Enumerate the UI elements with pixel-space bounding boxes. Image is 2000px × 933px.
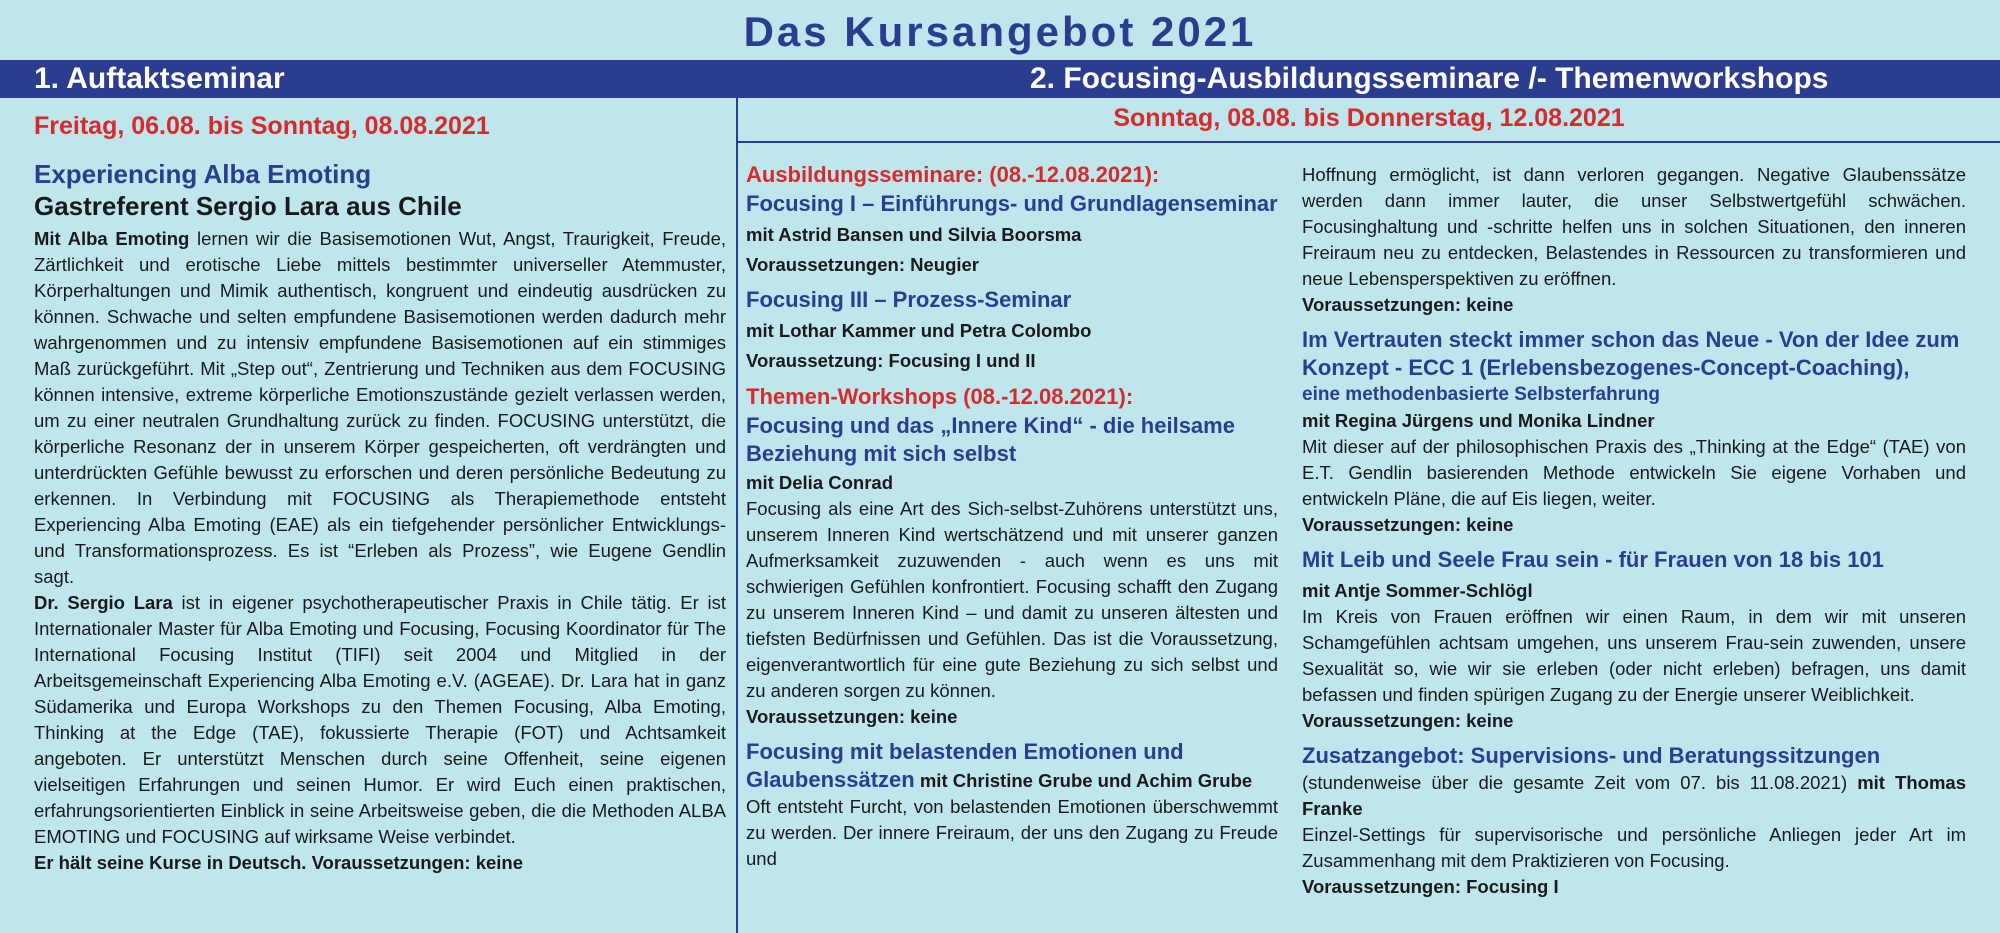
zusatz-trainer: mit Thomas Franke xyxy=(1302,772,1966,819)
lara-text: ist in eigener psychotherapeutischer Praxis in Chile tätig. Er ist Internationaler Master für Alba Emoting und Focusing, Focusing Koordinator für The International Focusing Institut (TIFI) seit 2004 und Mitglied in der Arbeitsgemeinschaft Experiencing Alba Emoting e.V. (AGEAE). Dr. Lara hat in ganz Südamerika und Europa Workshops zu den Themen Focusing, Alba Emoting, Thinking at the Edge (TAE), fokussierte Therapie (FOT) und Achtsamkeit angeboten. Er unterstützt Menschen durch seine Offenheit, seine eigenen vielseitigen Erfahrungen und seinen Humor. Er wird Euch einen praktischen, erfahrungsorientierten Einblick in seine Arbeitsweise geben, die die Methoden ALBA EMOTING und FOCUSING auf wirksame Weise verbindet. xyxy=(34,592,727,847)
innerkind-requirements: Voraussetzungen: keine xyxy=(746,706,958,727)
innerkind-text: Focusing als eine Art des Sich-selbst-Zuhörens unterstützt uns, unserem Inneren Kind wertschätzend und mit unserer ganzen Aufmerksamkeit zuzuwenden - auch wenn es uns mit schwierigen Gefühlen konfrontiert. Focusing schafft den Zugang zu unserem Inneren Kind – und damit zu unseren ältesten und tiefsten Bedürfnissen und Gefühlen. Das ist die Voraussetzung, eigenverantwortlich für eine gute Beziehung zu sich selbst und zu anderen sorgen zu können. xyxy=(746,498,1278,701)
date-divider xyxy=(738,141,2000,143)
belastend-heading xyxy=(746,738,1278,794)
page-title: Das Kursangebot 2021 xyxy=(743,8,1257,55)
zusatz-text: Einzel-Settings für supervisorische und persönliche Anliegen jeder Art im Zusammenhang mit dem Praktizieren von Focusing. xyxy=(1302,824,1966,871)
guest-speaker-heading: Gastreferent Sergio Lara aus Chile xyxy=(34,191,462,221)
course-title-alba: Experiencing Alba Emoting xyxy=(34,159,372,189)
focusing1-title: Focusing I – Einführungs- und Grundlagenseminar xyxy=(746,191,1278,216)
alba-description xyxy=(34,226,726,590)
vertrauten-trainers: mit Regina Jürgens und Monika Lindner xyxy=(1302,410,1655,431)
auftakt-date: Freitag, 06.08. bis Sonntag, 08.08.2021 xyxy=(34,112,490,140)
lara-name: Dr. Sergio Lara xyxy=(34,592,173,613)
belastend-text-continued: Hoffnung ermöglicht, ist dann verloren gegangen. Negative Glaubenssätze werden dann immer lauter, die unser Selbstwertgefühl schwächen. Focusinghaltung und -schritte helfen uns in solchen Situationen, den inneren Freiraum neu zu entdecken, Belastendes in Ressourcen zu transformieren und neue Lebensperspektiven zu eröffnen. xyxy=(1302,164,1966,289)
belastend-requirements: Voraussetzungen: keine xyxy=(1302,294,1514,315)
section-1-heading: 1. Auftaktseminar xyxy=(34,62,285,95)
leib-trainer: mit Antje Sommer-Schlögl xyxy=(1302,580,1533,601)
innerkind-trainer: mit Delia Conrad xyxy=(746,472,893,493)
section-2-heading: 2. Focusing-Ausbildungsseminare /- Themenworkshops xyxy=(1030,62,1829,95)
auftakt-column xyxy=(34,158,726,876)
leib-requirements: Voraussetzungen: keine xyxy=(1302,710,1514,731)
leib-title: Mit Leib und Seele Frau sein - für Frauen von 18 bis 101 xyxy=(1302,547,1884,572)
vertrauten-requirements: Voraussetzungen: keine xyxy=(1302,514,1514,535)
zusatz-requirements: Voraussetzungen: Focusing I xyxy=(1302,876,1559,897)
closing-note: Er hält seine Kurse in Deutsch. Voraussetzungen: keine xyxy=(34,852,524,873)
alba-text: lernen wir die Basisemotionen Wut, Angst, Traurigkeit, Freude, Zärtlichkeit und erotische Liebe mittels bestimmter universeller Atemmuster, Körperhaltungen und Mimik authentisch, kongruent und eindeutig ausdrücken zu können. Schwache und selten empfundene Basisemotionen werden dadurch mehr wahrgenommen und zu intensiv empfundene Basisemotionen auf ein stimmiges Maß zurückgeführt. Mit „Step out“, Zentrierung und Techniken aus dem FOCUSING können intensive, extreme körperliche Emotionszustände gezielt verlassen werden, um zu einer neutralen Grundhaltung zurück zu finden. FOCUSING unterstützt, die körperliche Resonanz der in unserem Körper gespeicherten, oft verdrängten und unterdrückten Gefühle bewusst zu erforschen und deren persönliche Bedeutung zu erkennen. In Verbindung mit FOCUSING als Therapiemethode entsteht Experiencing Alba Emoting (EAE) als ein tiefgehender persönlicher Entwicklungs- und Transformationsprozess. Es ist “Erleben als Prozess”, wie Eugene Gendlin sagt. xyxy=(34,228,726,587)
vertrauten-text: Mit dieser auf der philosophischen Praxis des „Thinking at the Edge“ (TAE) von E.T. Gendlin basierenden Methode entwickeln Sie eigene Vorhaben und entwickeln Pläne, die auf Eis liegen, weiter. xyxy=(1302,436,1966,509)
ausbildung-heading: Ausbildungsseminare: (08.-12.08.2021): xyxy=(746,162,1160,187)
vertrauten-title: Im Vertrauten steckt immer schon das Neue - Von der Idee zum Konzept - ECC 1 (Erlebensbezogenes-Concept-Coaching), xyxy=(1302,327,1960,380)
belastend-trainers: mit Christine Grube und Achim Grube xyxy=(914,770,1253,791)
belastend-title: Focusing mit belastenden Emotionen und Glaubenssätzen xyxy=(746,739,1184,792)
vertrauten-subtitle: eine methodenbasierte Selbsterfahrung xyxy=(1302,384,1660,405)
focusing3-title: Focusing III – Prozess-Seminar xyxy=(746,287,1072,312)
leib-text: Im Kreis von Frauen eröffnen wir einen Raum, in dem wir mit unseren Schamgefühlen achtsam umgehen, uns unserem Frau-sein zuwenden, unsere Sexualität so, wie wir sie erleben (oder nicht erleben) befragen, uns damit befassen und finden spürigen Zugang zu der Energie unserer Weiblichkeit. xyxy=(1302,606,1966,705)
column-divider xyxy=(736,98,738,933)
focusing1-requirements: Voraussetzungen: Neugier xyxy=(746,254,980,275)
focusing3-requirements: Voraussetzung: Focusing I und II xyxy=(746,350,1036,371)
zusatz-info xyxy=(1302,770,1966,822)
belastend-text: Oft entsteht Furcht, von belastenden Emotionen überschwemmt zu werden. Der innere Freiraum, der uns den Zugang zu Freude und xyxy=(746,796,1278,869)
alba-lead: Mit Alba Emoting xyxy=(34,228,190,249)
zusatz-title: Zusatzangebot: Supervisions- und Beratungssitzungen xyxy=(1302,743,1881,768)
seminar-date: Sonntag, 08.08. bis Donnerstag, 12.08.2021 xyxy=(1113,104,1625,132)
focusing1-trainers: mit Astrid Bansen und Silvia Boorsma xyxy=(746,224,1082,245)
workshops-column xyxy=(1302,162,1966,900)
zusatz-timeframe: (stundenweise über die gesamte Zeit vom 07. bis 11.08.2021) xyxy=(1302,772,1848,793)
lara-bio xyxy=(34,590,726,850)
workshops-heading: Themen-Workshops (08.-12.08.2021): xyxy=(746,384,1134,409)
focusing3-trainers: mit Lothar Kammer und Petra Colombo xyxy=(746,320,1092,341)
innerkind-title: Focusing und das „Innere Kind“ - die heilsame Beziehung mit sich selbst xyxy=(746,413,1235,466)
seminars-column xyxy=(746,160,1278,872)
